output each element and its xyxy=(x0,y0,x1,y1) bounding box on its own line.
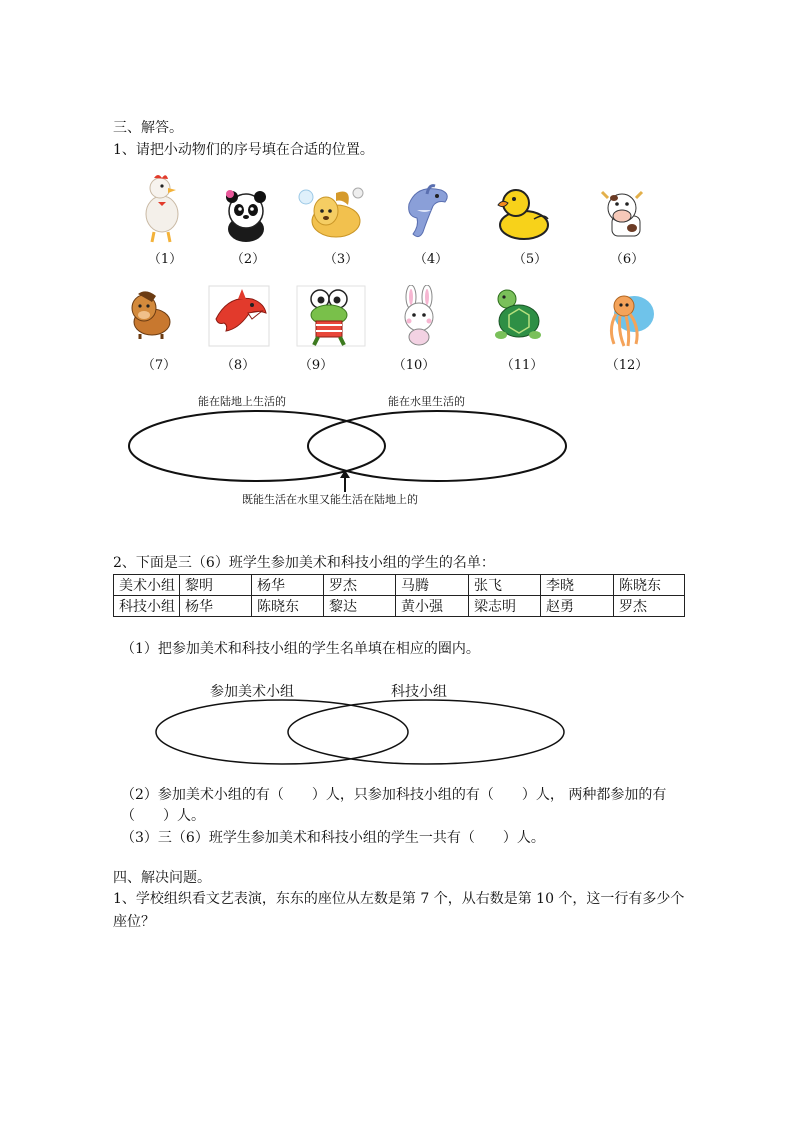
table-cell: 杨华 xyxy=(180,596,252,617)
table-cell: 黎明 xyxy=(180,575,252,596)
table-row xyxy=(114,575,685,596)
table-cell: 黎达 xyxy=(324,596,396,617)
animal-label-2: （2） xyxy=(230,252,266,267)
animal-label-4: （4） xyxy=(413,252,449,267)
section3-title: 三、解答。 xyxy=(113,120,183,136)
table-row xyxy=(114,596,685,617)
table-cell: 梁志明 xyxy=(469,596,541,617)
animal-label-8: （8） xyxy=(220,358,256,373)
dog-icon xyxy=(296,183,358,253)
panda-icon xyxy=(218,185,280,255)
animal-label-10: （10） xyxy=(392,358,436,373)
cow-icon xyxy=(592,184,654,254)
turtle-icon xyxy=(487,285,549,355)
octopus-icon xyxy=(600,288,662,358)
question-1: 1、请把小动物们的序号填在合适的位置。 xyxy=(113,142,374,158)
venn1-right-label: 能在水里生活的 xyxy=(388,395,465,408)
venn1-left-ellipse xyxy=(129,411,385,481)
shark-icon xyxy=(208,285,270,355)
venn1-bottom-label: 既能生活在水里又能生活在陆地上的 xyxy=(242,493,418,506)
animal-label-12: （12） xyxy=(605,358,649,373)
animal-label-5: （5） xyxy=(512,252,548,267)
names-table xyxy=(113,574,685,617)
table-cell: 科技小组 xyxy=(114,596,180,617)
table-cell: 张飞 xyxy=(469,575,541,596)
question-2-3: （3）三（6）班学生参加美术和科技小组的学生一共有（ ）人。 xyxy=(121,830,545,846)
question-2-2-line1: （2）参加美术小组的有（ ）人，只参加科技小组的有（ ）人， 两种都参加的有 xyxy=(121,787,667,803)
table-cell: 李晓 xyxy=(541,575,614,596)
venn1-right-ellipse xyxy=(308,411,566,481)
venn1-left-label: 能在陆地上生活的 xyxy=(198,395,286,408)
animal-label-7: （7） xyxy=(141,358,177,373)
venn2-left-ellipse xyxy=(156,700,408,764)
question-2-2-line2: （ ）人。 xyxy=(121,808,205,824)
horse-icon xyxy=(126,288,188,358)
dolphin-icon xyxy=(397,180,459,250)
frog-icon xyxy=(296,285,358,355)
table-cell: 陈晓东 xyxy=(614,575,685,596)
animal-label-1: （1） xyxy=(147,252,183,267)
section4-title: 四、解决问题。 xyxy=(113,870,211,886)
question-2-1: （1）把参加美术和科技小组的学生名单填在相应的圈内。 xyxy=(121,641,480,657)
table-cell: 黄小强 xyxy=(396,596,469,617)
section4-question-1-line1: 1、学校组织看文艺表演，东东的座位从左数是第 7 个，从右数是第 10 个，这一行有多少个 xyxy=(113,891,685,907)
section4-question-1-line2: 座位？ xyxy=(113,914,155,930)
table-cell: 罗杰 xyxy=(614,596,685,617)
table-cell: 陈晓东 xyxy=(252,596,324,617)
duck-icon xyxy=(494,183,556,253)
table-cell: 杨华 xyxy=(252,575,324,596)
venn2-right-ellipse xyxy=(288,700,564,764)
animal-label-11: （11） xyxy=(500,358,544,373)
rooster-icon xyxy=(132,172,194,242)
venn2-left-label: 参加美术小组 xyxy=(210,684,294,700)
table-cell: 赵勇 xyxy=(541,596,614,617)
question-2: 2、下面是三（6）班学生参加美术和科技小组的学生的名单： xyxy=(113,555,495,571)
venn2-right-label: 科技小组 xyxy=(391,684,447,700)
rabbit-icon xyxy=(395,285,457,355)
table-cell: 马腾 xyxy=(396,575,469,596)
animal-label-3: （3） xyxy=(323,252,359,267)
animal-label-9: （9） xyxy=(298,358,334,373)
table-cell: 罗杰 xyxy=(324,575,396,596)
table-cell: 美术小组 xyxy=(114,575,180,596)
animal-label-6: （6） xyxy=(609,252,645,267)
